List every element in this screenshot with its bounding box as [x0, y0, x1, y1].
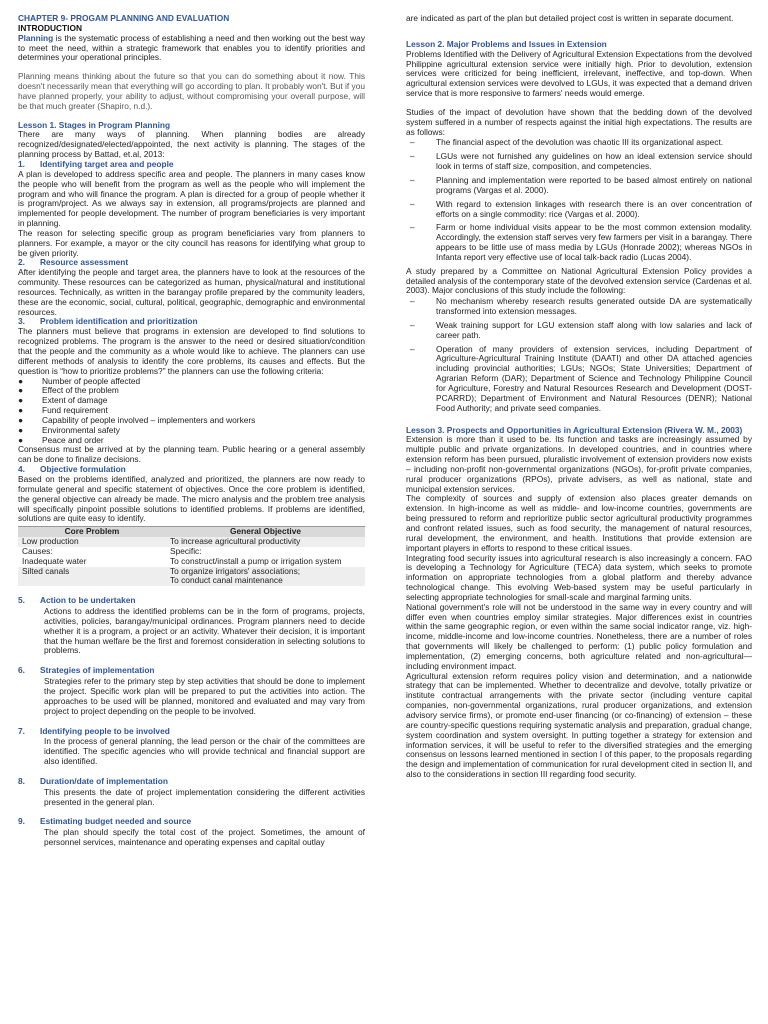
- step-2-title: Resource assessment: [40, 257, 129, 268]
- step-6-title: Strategies of implementation: [40, 665, 155, 676]
- lesson-3-paragraph-5: Agricultural extension reform requires policy vision and determination, and a nationwide strategy that can be implemented. Whether to decentralize and devolve, totally privatize or institute contractual arrangements with the private sector (including venture capital companies, non-governmental organizations, rural producer organizations, and extension advisory service firms), or promote end-user financing (or co-financing) of extension – these are country-specific questions requiring systematic analysis and preparation, gradual change, system coordination and system oversight. In putting together a strategy for extension and information services, it will be useful to refer to the diversified strategies and the emerging consensus on lessons learned mentioned in section I of this paper, to the proposals regarding the design and implementation of communication for rural development cited in section II, and also to the considerations in section III regarding food security.: [406, 670, 752, 780]
- criteria-item-text: Environmental safety: [42, 424, 120, 435]
- results-item-text: Planning and implementation were reported to be based almost entirely on national programs (Vargas et al. 2000).: [436, 174, 752, 195]
- step-8-paragraph: This presents the date of project implementation considering the different activities presented in the general plan.: [44, 786, 365, 807]
- intro-heading: INTRODUCTION: [18, 22, 82, 33]
- step-1-paragraph-1: A plan is developed to address specific area and people. The planners in many cases know the people who will benefit from the program as well as the people who will implement the program and who will finance the program. A plan is directed for a group of people whether it is program/project. As we always say in extension, all programs/projects are planned and implemented for people development. The number of program beneficiaries is very important in planning.: [18, 168, 365, 229]
- lesson-2-paragraph-1: Problems Identified with the Delivery of Agricultural Extension Expectations from the devolved Philippine agricultural extension service were initially high. Prior to devolution, extension services were criticized for being inefficient, irrelevant, ineffective, and top-down. When agricultural extension services were devolved to LGUs, it was expected that a demand driven service that is more responsive to farmers' needs would emerge.: [406, 48, 752, 99]
- dash-marker: –: [410, 319, 415, 330]
- step-3-title: Problem identification and prioritization: [40, 316, 198, 327]
- step-3-paragraph: The planners must believe that programs in extension are developed to find solutions to recognized problems. The program is the answer to the need or desired situation/condition that the people and the community as a whole would like to achieve. The planners can use different methods of analysis to identify the core problems, its causes and effects. But the question is “how to prioritize problems?” the planners can use the following criteria:: [18, 326, 365, 376]
- step-6-number: 6.: [18, 665, 25, 676]
- dash-marker: –: [410, 174, 415, 185]
- step-6-paragraph: Strategies refer to the primary step by step activities that should be done to implement the project. Specific work plan will be prepared to put the activities into action. The approaches to be used will be planned, monitored and evaluated and may vary from project to project depending on the people to be involved.: [44, 676, 365, 716]
- dash-marker: –: [410, 198, 415, 209]
- results-item: [406, 200, 752, 220]
- step-7-heading: [18, 727, 365, 737]
- table-header-cell: General Objective: [166, 527, 365, 537]
- conclusions-item: [406, 297, 752, 317]
- step-5-number: 5.: [18, 595, 25, 606]
- step-9: [18, 817, 365, 848]
- conclusions-item: [406, 321, 752, 341]
- table-row: [18, 567, 365, 587]
- criteria-list: [18, 377, 365, 446]
- chapter-title: CHAPTER 9- PROGAM PLANNING AND EVALUATION: [18, 13, 230, 23]
- step-3-number: 3.: [18, 316, 25, 327]
- table-cell: To increase agricultural productivity: [166, 537, 365, 547]
- step-3-after-paragraph: Consensus must be arrived at by the planning team. Public hearing or a general assembly can be done to finalize decisions.: [18, 444, 365, 465]
- intro-paragraph-1: [18, 34, 365, 64]
- lesson-2-title: Lesson 2. Major Problems and Issues in Extension: [406, 38, 607, 49]
- continued-paragraph: are indicated as part of the plan but detailed project cost is written in separate document.: [406, 13, 734, 23]
- step-4-title: Objective formulation: [40, 464, 126, 475]
- lesson-2-paragraph-3: A study prepared by a Committee on National Agricultural Extension Policy provides a detailed analysis of the contemporary state of the devolved extension service (Cardenas et al. 2003). Major conclusions of this study include the following:: [406, 265, 752, 296]
- results-item-text: The financial aspect of the devolution was chaotic III its organizational aspect.: [436, 137, 724, 148]
- conclusions-item-text: No mechanism whereby research results generated outside DA are systematically transformed into extension messages.: [436, 296, 752, 317]
- left-column: [18, 14, 365, 848]
- bullet-marker: ●: [18, 414, 24, 425]
- conclusions-item: [406, 345, 752, 414]
- results-item: [406, 223, 752, 262]
- conclusions-item-text: Weak training support for LGU extension staff along with low salaries and lack of career path.: [436, 319, 752, 340]
- table-cell: Low production: [18, 537, 166, 547]
- step-5: [18, 596, 365, 656]
- table-cell: To construct/install a pump or irrigation system: [170, 555, 342, 566]
- bullet-marker: ●: [18, 375, 24, 386]
- results-item-text: With regard to extension linkages with research there is an over concentration of efforts on a single commodity: rice (Vargas et al. 2000).: [436, 198, 752, 219]
- step-8-number: 8.: [18, 775, 25, 786]
- criteria-item-text: Capability of people involved – implementers and workers: [42, 414, 256, 425]
- lesson-1-title: Lesson 1. Stages in Program Planning: [18, 119, 171, 130]
- table-cell: Inadequate water: [22, 555, 87, 566]
- step-7-title: Identifying people to be involved: [40, 725, 170, 736]
- step-9-paragraph: The plan should specify the total cost of the project. Sometimes, the amount of personnel services, maintenance and operating expenses and capital outlay: [44, 827, 365, 848]
- step-5-paragraph: Actions to address the identified problems can be in the form of programs, projects, activities, policies, barangay/municipal ordinances. Program planners need to decide whether it is a program, a project or an activity. Whatever their decision, it is important that the human welfare be the first and foremost consideration in selecting solutions to problems.: [44, 606, 365, 656]
- step-8: [18, 777, 365, 808]
- bullet-marker: ●: [18, 405, 24, 416]
- step-7: [18, 727, 365, 767]
- criteria-item-text: Number of people affected: [42, 375, 141, 386]
- table-header-cell: Core Problem: [18, 527, 166, 537]
- table-cell: Causes:: [22, 545, 53, 556]
- results-item-text: LGUs were not furnished any guidelines on how an ideal extension service should look in terms of staff size, composition, and competencies.: [436, 151, 752, 172]
- lesson-3-paragraph-1: Extension is more than it used to be. Its function and tasks are increasingly assumed by multiple public and private organizations. In developed countries, and in countries where extension reform has been pursued, pluralistic involvement of extension providers now exists – including non-profit non-governmental organizations (NGOs), for-profit private companies, rural producer organizations (RPOs), private advisers, as well as national, state and municipal extension services.: [406, 434, 752, 494]
- criteria-item-text: Peace and order: [42, 434, 104, 445]
- objectives-table: [18, 526, 365, 586]
- step-2-paragraph: After identifying the people and target area, the planners have to look at the resources of the community. These resources can be categorized as human, physical/natural and institutional resources. Technically, as written in the barangay profile prepared by the community leaders, these are the economic, social, cultural, political, geographic, demographic and environmental resources.: [18, 267, 365, 317]
- results-item: [406, 138, 752, 148]
- step-9-title: Estimating budget needed and source: [40, 816, 192, 827]
- criteria-item-text: Extent of damage: [42, 395, 108, 406]
- step-8-heading: [18, 777, 365, 787]
- table-cell: Specific:: [170, 545, 202, 556]
- results-item: [406, 152, 752, 172]
- step-4-number: 4.: [18, 464, 25, 475]
- criteria-item-text: Fund requirement: [42, 405, 108, 416]
- dash-marker: –: [410, 222, 415, 233]
- bullet-marker: ●: [18, 434, 24, 445]
- step-8-title: Duration/date of implementation: [40, 775, 168, 786]
- dash-marker: –: [410, 137, 415, 148]
- bullet-marker: ●: [18, 395, 24, 406]
- step-9-heading: [18, 817, 365, 827]
- lesson-2-paragraph-2: Studies of the impact of devolution have shown that the bedding down of the devolved system suffered in a number of respects against the initial high expectations. The results are as follows:: [406, 106, 752, 137]
- lesson-1-paragraph: There are many ways of planning. When planning bodies are already recognized/designated/elected/appointed, the next activity is planning. The stages of the planning process by Battad, et.al, 2013:: [18, 129, 365, 160]
- criteria-item-text: Effect of the problem: [42, 385, 119, 396]
- step-1-number: 1.: [18, 158, 25, 169]
- dash-marker: –: [410, 151, 415, 162]
- step-4-paragraph: Based on the problems identified, analyzed and prioritized, the planners are now ready to formulate general and specific statement of objectives. Once the core problem is identified, the general objective can already be made. The micro analysis and the problem tree analysis will specifically pinpoint possible solutions to identified problems. If problems are identified, solutions are quite easy to identify.: [18, 473, 365, 524]
- intro-paragraph-1-text: is the systematic process of establishing a need and then working out the best way to meet the need, within a strategic framework that enables you to identify priorities and determines your operational principles.: [18, 32, 365, 63]
- intro-paragraph-2: Planning means thinking about the future so that you can do something about it now. This doesn't necessarily mean that everything will go according to plan. It probably won't. But if you have planned properly, your ability to adjust, without compromising your overall purpose, will be that much greater (Shapiro, n.d.).: [18, 71, 365, 111]
- lesson-3-paragraph-3: Integrating food security issues into agricultural research is also increasingly a concern. FAO is developing a Technology for Agriculture (TECA) data system, which seeks to promote information on appropriate technologies from a global platform and thereby advance technological change. This evolving Web-based system may be useful particularly in selecting appropriate technologies for small-scale and marginal farming units.: [406, 552, 752, 602]
- table-cell: To organize irrigators' associations; To conduct canal maintenance: [166, 567, 365, 587]
- dash-marker: –: [410, 343, 415, 354]
- step-6: [18, 666, 365, 716]
- lesson-3-paragraph-2: The complexity of sources and supply of extension also places greater demands on extension. In high-income as well as middle- and low-income countries, governments are being pressured to reform and reprioritize public sector agricultural productivity programmes and confront related issues, such as food security, the management of natural resources, rural development, the environment, and health. Institutions that provide extension are important players in efforts to respond to these critical issues.: [406, 493, 752, 553]
- results-item-text: Farm or home individual visits appear to be the most common extension modality. Accordingly, the extension staff serves very few farmers per visit in a barangay. There appears to be little use of mass media by LGUs (Honrade 2002); whereas NGOs in Infanta report very effective use of local talk-back radio (Lucas 2004).: [436, 222, 752, 262]
- bullet-marker: ●: [18, 424, 24, 435]
- results-item: [406, 176, 752, 196]
- right-column: [406, 14, 752, 780]
- step-5-heading: [18, 596, 365, 606]
- lesson-3-paragraph-4: National government's role will not be understood in the same way in every country and will differ even when countries employ similar strategies. Major differences exist in countries within the same geographic region, or even within the same social indicator range, viz. high-income, middle-income and low-income countries. Nonetheless, there are a number of roles that governments will likely be challenged to perform: (1) public policy formulation and implementation, (2) emerging concerns, both agriculture related and non-agricultural—including environment impact.: [406, 601, 752, 671]
- lesson-3-title: Lesson 3. Prospects and Opportunities in Agricultural Extension (Rivera W. M., 2003): [406, 424, 743, 435]
- step-5-title: Action to be undertaken: [40, 595, 136, 606]
- conclusions-item-text: Operation of many providers of extension services, including Department of Agriculture-Agricultural Training Institute (DAATI) and other DA attached agencies including provincial authorities; LGUs; NGOs; State Universities; Department of Agrarian Reform (DAR); Department of Science and Technology Philippine Council for Agriculture, Forestry and Natural Resources Research and Development (DOST-PCARRD); Department of Environment and Natural Resources (DENR); National Food Authority; and private seed companies.: [436, 343, 752, 413]
- step-1-paragraph-2: The reason for selecting specific group as program beneficiaries vary from planners to planners. For example, a mayor or the city council has reasons for identifying what group to be given priority.: [18, 227, 365, 258]
- step-7-number: 7.: [18, 725, 25, 736]
- step-7-paragraph: In the process of general planning, the lead person or the chair of the committees are identified. The specific agencies who will provide technical and financial support are also identified.: [44, 736, 365, 767]
- table-cell: Silted canals: [18, 567, 166, 587]
- step-9-number: 9.: [18, 816, 25, 827]
- results-list: [406, 138, 752, 262]
- conclusions-list: [406, 297, 752, 413]
- intro-term: Planning: [18, 32, 54, 43]
- bullet-marker: ●: [18, 385, 24, 396]
- dash-marker: –: [410, 296, 415, 307]
- step-2-number: 2.: [18, 257, 25, 268]
- step-1-title: Identifying target area and people: [40, 158, 174, 169]
- step-6-heading: [18, 666, 365, 676]
